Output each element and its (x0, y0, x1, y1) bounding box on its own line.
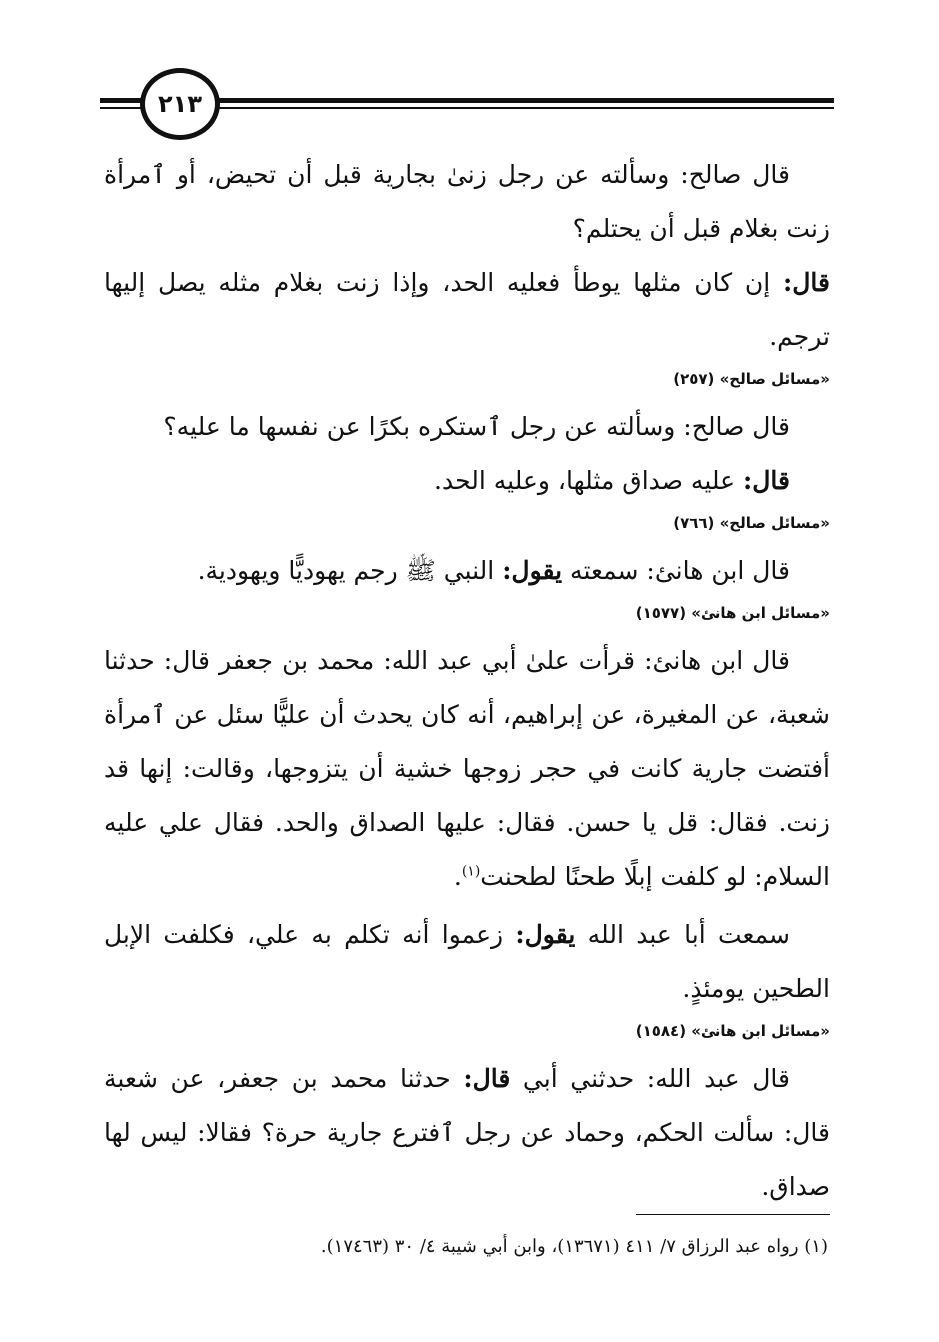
page-number-badge (140, 68, 220, 140)
paragraph (104, 256, 830, 364)
paragraph-text: النبي ﷺ رجم يهوديًّا ويهودية. (197, 556, 503, 585)
paragraph (104, 544, 830, 598)
paragraph (104, 908, 830, 1016)
paragraph (104, 1052, 830, 1214)
paragraph-text: قال صالح: وسألته عن رجل زنىٰ بجارية قبل أن تحيض، أو ٱمرأة زنت بغلام قبل أن يحتلم؟ (104, 160, 830, 243)
source-citation: «مسائل ابن هانئ» (١٥٨٤) (635, 1022, 830, 1040)
source-citation: «مسائل صالح» (٢٥٧) (673, 370, 830, 388)
paragraph (104, 634, 830, 904)
page-number: ٢١٣ (158, 90, 202, 118)
source-citation: «مسائل ابن هانئ» (١٥٧٧) (635, 604, 830, 622)
paragraph-lead: قال: (783, 268, 830, 297)
footnote-marker[interactable]: (١) (461, 863, 481, 880)
paragraph-lead: يقول: (502, 556, 563, 585)
paragraph (104, 454, 830, 508)
footnote-divider (636, 1214, 830, 1215)
page-body (104, 148, 830, 1214)
paragraph-text: قال ابن هانئ: سمعته (562, 556, 790, 585)
paragraph-lead: يقول: (515, 920, 576, 949)
paragraph-text: إن كان مثلها يوطأ فعليه الحد، وإذا زنت بغلام مثله يصل إليها ترجم. (104, 268, 830, 351)
paragraph (104, 400, 830, 454)
paragraph (104, 148, 830, 256)
paragraph-text: حدثنا محمد بن جعفر، عن شعبة قال: سألت الحكم، وحماد عن رجل ٱفترع جارية حرة؟ فقالا: ليس لها صداق. (104, 1064, 830, 1201)
paragraph-text: قال صالح: وسألته عن رجل ٱستكره بكرًا عن نفسها ما عليه؟ (163, 412, 790, 441)
paragraph-lead: قال: (463, 1064, 511, 1093)
paragraph-text: زعموا أنه تكلم به علي، فكلفت الإبل الطحين يومئذٍ. (104, 920, 830, 1003)
page-header (100, 68, 834, 148)
paragraph-text: قال ابن هانئ: قرأت علىٰ أبي عبد الله: محمد بن جعفر قال: حدثنا شعبة، عن المغيرة، عن إبراهيم، أنه كان يحدث أن عليًّا سئل عن ٱمرأة أفتضت جارية كانت في حجر زوجها خشية أن يتزوجها، وقالت: إنها قد زنت. فقال: قل يا حسن. فقال: عليها الصداق والحد. فقال علي عليه السلام: لو كلفت إبلًا طحنًا لطحنت (104, 646, 830, 891)
paragraph-text: . (453, 862, 462, 891)
source-citation: «مسائل صالح» (٧٦٦) (673, 514, 830, 532)
paragraph-text: قال عبد الله: حدثني أبي (510, 1064, 790, 1093)
paragraph-text: عليه صداق مثلها، وعليه الحد. (434, 466, 744, 495)
footnote: (١) رواه عبد الرزاق ٧/ ٤١١ (١٣٦٧١)، وابن أبي شيبة ٤/ ٣٠ (١٧٤٦٣). (320, 1236, 828, 1257)
paragraph-lead: قال: (743, 466, 790, 495)
paragraph-text: سمعت أبا عبد الله (575, 920, 790, 949)
